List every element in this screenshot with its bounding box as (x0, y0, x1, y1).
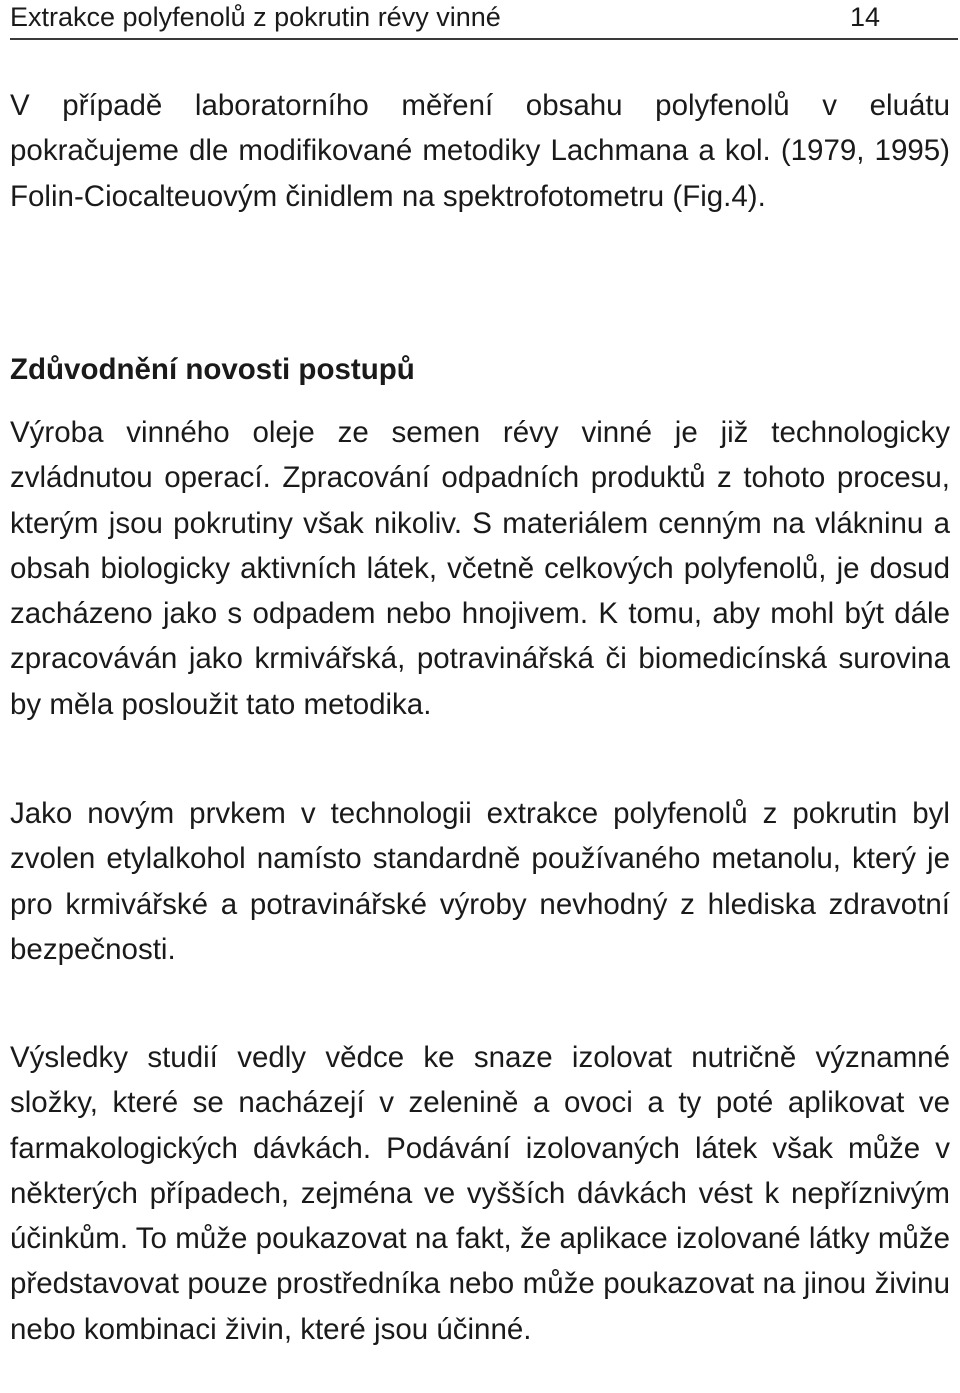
page-number: 14 (850, 2, 881, 32)
paragraph-study-results: Výsledky studií vedly vědce ke snaze izolovat nutričně významné složky, které se nacházejí v zelenině a ovoci a ty poté aplikovat ve farmakologických dávkách. Podávání izolovaných látek však může v některých případech, zejména ve vyšších dávkách vést k nepříznivým účinkům. To může poukazovat na fakt, že aplikace izolované látky může představovat pouze prostředníka nebo může poukazovat na jinou živinu nebo kombinaci živin, které jsou účinné. (10, 1041, 950, 1346)
page-header (10, 0, 958, 40)
section-heading: Zdůvodnění novosti postupů (10, 353, 415, 386)
paragraph-ethanol: Jako novým prvkem v technologii extrakce polyfenolů z pokrutin byl zvolen etylalkohol namísto standardně používaného metanolu, který je pro krmivářské a potravinářské výroby nevhodný z hlediska zdravotní bezpečnosti. (10, 797, 950, 966)
header-title: Extrakce polyfenolů z pokrutin révy vinné (10, 2, 501, 32)
paragraph-novelty: Výroba vinného oleje ze semen révy vinné je již technologicky zvládnutou operací. Zpracování odpadních produktů z tohoto procesu, kterým jsou pokrutiny však nikoliv. S materiálem cenným na vlákninu a obsah biologicky aktivních látek, včetně celkových polyfenolů, je dosud zacházeno jako s odpadem nebo hnojivem. K tomu, aby mohl být dále zpracováván jako krmivářská, potravinářská či biomedicínská surovina by měla posloužit tato metodika. (10, 416, 950, 721)
paragraph-measurement-method: V případě laboratorního měření obsahu polyfenolů v eluátu pokračujeme dle modifikované metodiky Lachmana a kol. (1979, 1995) Folin-Ciocalteuovým činidlem na spektrofotometru (Fig.4). (10, 89, 950, 213)
